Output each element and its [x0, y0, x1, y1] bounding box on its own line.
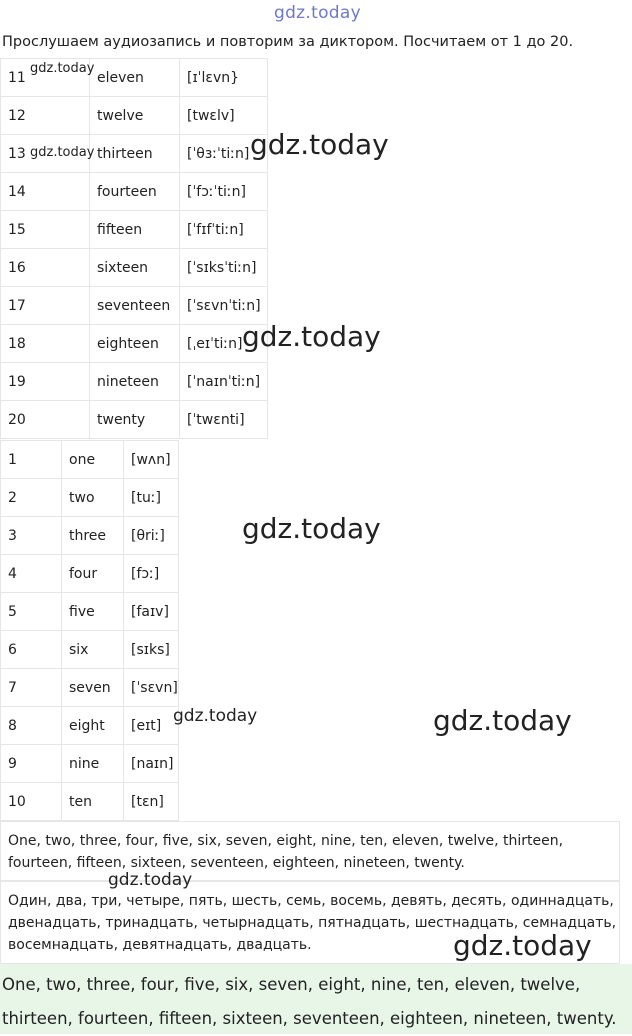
- ipa-cell: [eɪt]: [124, 707, 179, 745]
- watermark: gdz.today: [242, 512, 381, 545]
- ipa-cell: [faɪv]: [124, 593, 179, 631]
- number-cell: 12: [1, 97, 90, 135]
- table-row: [1, 59, 268, 97]
- ipa-cell: [ɪˈlɛvn}: [180, 59, 268, 97]
- ipa-cell: [ˈθɜːˈtiːn]: [180, 135, 268, 173]
- word-cell: four: [62, 555, 124, 593]
- ipa-cell: [sɪks]: [124, 631, 179, 669]
- table-row: [1, 707, 179, 745]
- table-row: [1, 287, 268, 325]
- word-cell: fifteen: [90, 211, 180, 249]
- number-cell: 3: [1, 517, 62, 555]
- word-cell: twenty: [90, 401, 180, 439]
- number-cell: 4: [1, 555, 62, 593]
- watermark: gdz.today: [108, 870, 193, 890]
- number-cell: 1: [1, 441, 62, 479]
- word-cell: twelve: [90, 97, 180, 135]
- ipa-cell: [tɛn]: [124, 783, 179, 821]
- word-cell: ten: [62, 783, 124, 821]
- number-cell: 8: [1, 707, 62, 745]
- table-row: [1, 363, 268, 401]
- ipa-cell: [ˈsɛvnˈtiːn]: [180, 287, 268, 325]
- ipa-cell: [twɛlv]: [180, 97, 268, 135]
- units-table: [0, 440, 179, 821]
- word-cell: nineteen: [90, 363, 180, 401]
- ipa-cell: [naɪn]: [124, 745, 179, 783]
- word-cell: sixteen: [90, 249, 180, 287]
- ipa-cell: [tuː]: [124, 479, 179, 517]
- table-row: [1, 669, 179, 707]
- number-cell: 7: [1, 669, 62, 707]
- intro-text: Прослушаем аудиозапись и повторим за диктором. Посчитаем от 1 до 20.: [2, 34, 574, 50]
- ipa-cell: [ˈfɔːˈtiːn]: [180, 173, 268, 211]
- table-row: [1, 401, 268, 439]
- word-cell: seven: [62, 669, 124, 707]
- number-cell: 17: [1, 287, 90, 325]
- number-cell: 9: [1, 745, 62, 783]
- ipa-cell: [ˈfɪfˈtiːn]: [180, 211, 268, 249]
- table-row: [1, 211, 268, 249]
- table-row: [1, 631, 179, 669]
- number-cell: 14: [1, 173, 90, 211]
- table-row: [1, 479, 179, 517]
- table-row: [1, 249, 268, 287]
- number-cell: 19: [1, 363, 90, 401]
- table-row: [1, 325, 268, 363]
- table-row: [1, 97, 268, 135]
- word-cell: seventeen: [90, 287, 180, 325]
- number-cell: 13: [1, 135, 90, 173]
- watermark: gdz.today: [173, 706, 258, 726]
- watermark: gdz.today: [242, 320, 381, 353]
- table-row: [1, 555, 179, 593]
- ipa-cell: [fɔː]: [124, 555, 179, 593]
- russian-counting-text: Один, два, три, четыре, пять, шесть, семь, восемь, девять, десять, одиннадцать, двенадцать, тринадцать, четырнадцать, пятнадцать, шестнадцать, семнадцать, восемнадцать, девятнадцать, двадцать.: [0, 881, 620, 964]
- number-cell: 15: [1, 211, 90, 249]
- number-cell: 2: [1, 479, 62, 517]
- number-cell: 11: [1, 59, 90, 97]
- word-cell: thirteen: [90, 135, 180, 173]
- word-cell: three: [62, 517, 124, 555]
- word-cell: one: [62, 441, 124, 479]
- ipa-cell: [ˈsɪksˈtiːn]: [180, 249, 268, 287]
- ipa-cell: [ˌeɪˈtiːn]: [180, 325, 268, 363]
- word-cell: eight: [62, 707, 124, 745]
- watermark: gdz.today: [30, 61, 95, 76]
- word-cell: nine: [62, 745, 124, 783]
- table-row: [1, 441, 179, 479]
- ipa-cell: [θriː]: [124, 517, 179, 555]
- word-cell: two: [62, 479, 124, 517]
- answer-text: One, two, three, four, five, six, seven, eight, nine, ten, eleven, twelve, thirteen, fourteen, fifteen, sixteen, seventeen, eighteen, nineteen, twenty.: [0, 964, 632, 1034]
- watermark: gdz.today: [30, 145, 95, 160]
- table-row: [1, 593, 179, 631]
- table-row: [1, 173, 268, 211]
- ipa-cell: [ˈnaɪnˈtiːn]: [180, 363, 268, 401]
- english-counting-text: One, two, three, four, five, six, seven, eight, nine, ten, eleven, twelve, thirteen, fourteen, fifteen, sixteen, seventeen, eighteen, nineteen, twenty.: [0, 821, 620, 881]
- table-row: [1, 135, 268, 173]
- watermark: gdz.today: [453, 929, 592, 962]
- number-cell: 16: [1, 249, 90, 287]
- number-cell: 20: [1, 401, 90, 439]
- ipa-cell: [wʌn]: [124, 441, 179, 479]
- watermark: gdz.today: [250, 128, 389, 161]
- teens-table: [0, 58, 268, 439]
- word-cell: eighteen: [90, 325, 180, 363]
- word-cell: five: [62, 593, 124, 631]
- word-cell: six: [62, 631, 124, 669]
- word-cell: fourteen: [90, 173, 180, 211]
- ipa-cell: [ˈsɛvn]: [124, 669, 179, 707]
- table-row: [1, 783, 179, 821]
- ipa-cell: [ˈtwɛnti]: [180, 401, 268, 439]
- word-cell: eleven: [90, 59, 180, 97]
- site-logo[interactable]: gdz.today: [274, 3, 361, 23]
- table-row: [1, 745, 179, 783]
- number-cell: 10: [1, 783, 62, 821]
- table-row: [1, 517, 179, 555]
- number-cell: 5: [1, 593, 62, 631]
- number-cell: 18: [1, 325, 90, 363]
- number-cell: 6: [1, 631, 62, 669]
- watermark: gdz.today: [433, 704, 572, 737]
